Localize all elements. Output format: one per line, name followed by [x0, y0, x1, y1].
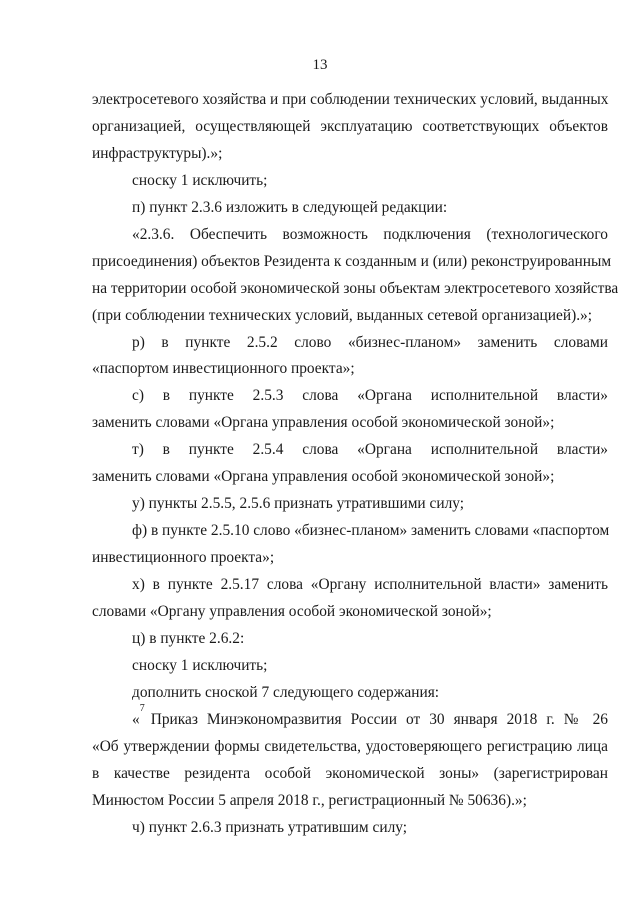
text-line: словами «Органу управления особой экономической зоной»;: [92, 603, 492, 620]
text-line: заменить словами «Органа управления особой экономической зоной»;: [92, 468, 555, 485]
text-line: в качестве резидента особой экономической зоны» (зарегистрирован: [92, 765, 608, 782]
text-line: организацией, осуществляющей эксплуатацию соответствующих объектов: [92, 118, 608, 135]
text-line: инфраструктуры).»;: [92, 145, 223, 162]
text-line: дополнить сноской 7 следующего содержания:: [132, 684, 440, 701]
page-number: 13: [312, 57, 328, 73]
text-line: «паспортом инвестиционного проекта»;: [92, 360, 355, 377]
text-line: «2.3.6. Обеспечить возможность подключения (технологического: [132, 226, 608, 243]
text-line: (при соблюдении технических условий, выданных сетевой организацией).»;: [92, 307, 593, 324]
footnote-open-quote: «: [132, 711, 140, 728]
text-line: присоединения) объектов Резидента к созданным и (или) реконструированным: [92, 253, 612, 270]
footnote-marker: 7: [139, 703, 145, 714]
text-line: т) в пункте 2.5.4 слова «Органа исполнительной власти»: [132, 441, 608, 458]
text-line: ч) пункт 2.6.3 признать утратившим силу;: [132, 819, 408, 836]
text-line: сноску 1 исключить;: [132, 172, 268, 189]
text-line: п) пункт 2.3.6 изложить в следующей редакции:: [132, 199, 448, 216]
text-line: ц) в пункте 2.6.2:: [132, 630, 245, 647]
text-line: на территории особой экономической зоны объектам электросетевого хозяйства: [92, 280, 619, 297]
text-line: электросетевого хозяйства и при соблюдении технических условий, выданных: [92, 91, 609, 108]
text-line: с) в пункте 2.5.3 слова «Органа исполнительной власти»: [132, 387, 608, 404]
text-line: заменить словами «Органа управления особой экономической зоной»;: [92, 414, 555, 431]
text-line: ф) в пункте 2.5.10 слово «бизнес-планом» заменить словами «паспортом: [132, 522, 610, 539]
text-line: р) в пункте 2.5.2 слово «бизнес-планом» заменить словами: [132, 334, 608, 351]
text-line: сноску 1 исключить;: [132, 657, 268, 674]
text-line: у) пункты 2.5.5, 2.5.6 признать утратившими силу;: [132, 495, 465, 512]
text-line: х) в пункте 2.5.17 слова «Органу исполнительной власти» заменить: [132, 576, 608, 593]
text-line: Минюстом России 5 апреля 2018 г., регистрационный № 50636).»;: [92, 792, 527, 809]
text-line: Приказ Минэкономразвития России от 30 января 2018 г. № 26: [150, 711, 608, 728]
text-line: инвестиционного проекта»;: [92, 549, 275, 566]
text-line: «Об утверждении формы свидетельства, удостоверяющего регистрацию лица: [92, 738, 608, 755]
footnote-first-line: [132, 703, 608, 731]
